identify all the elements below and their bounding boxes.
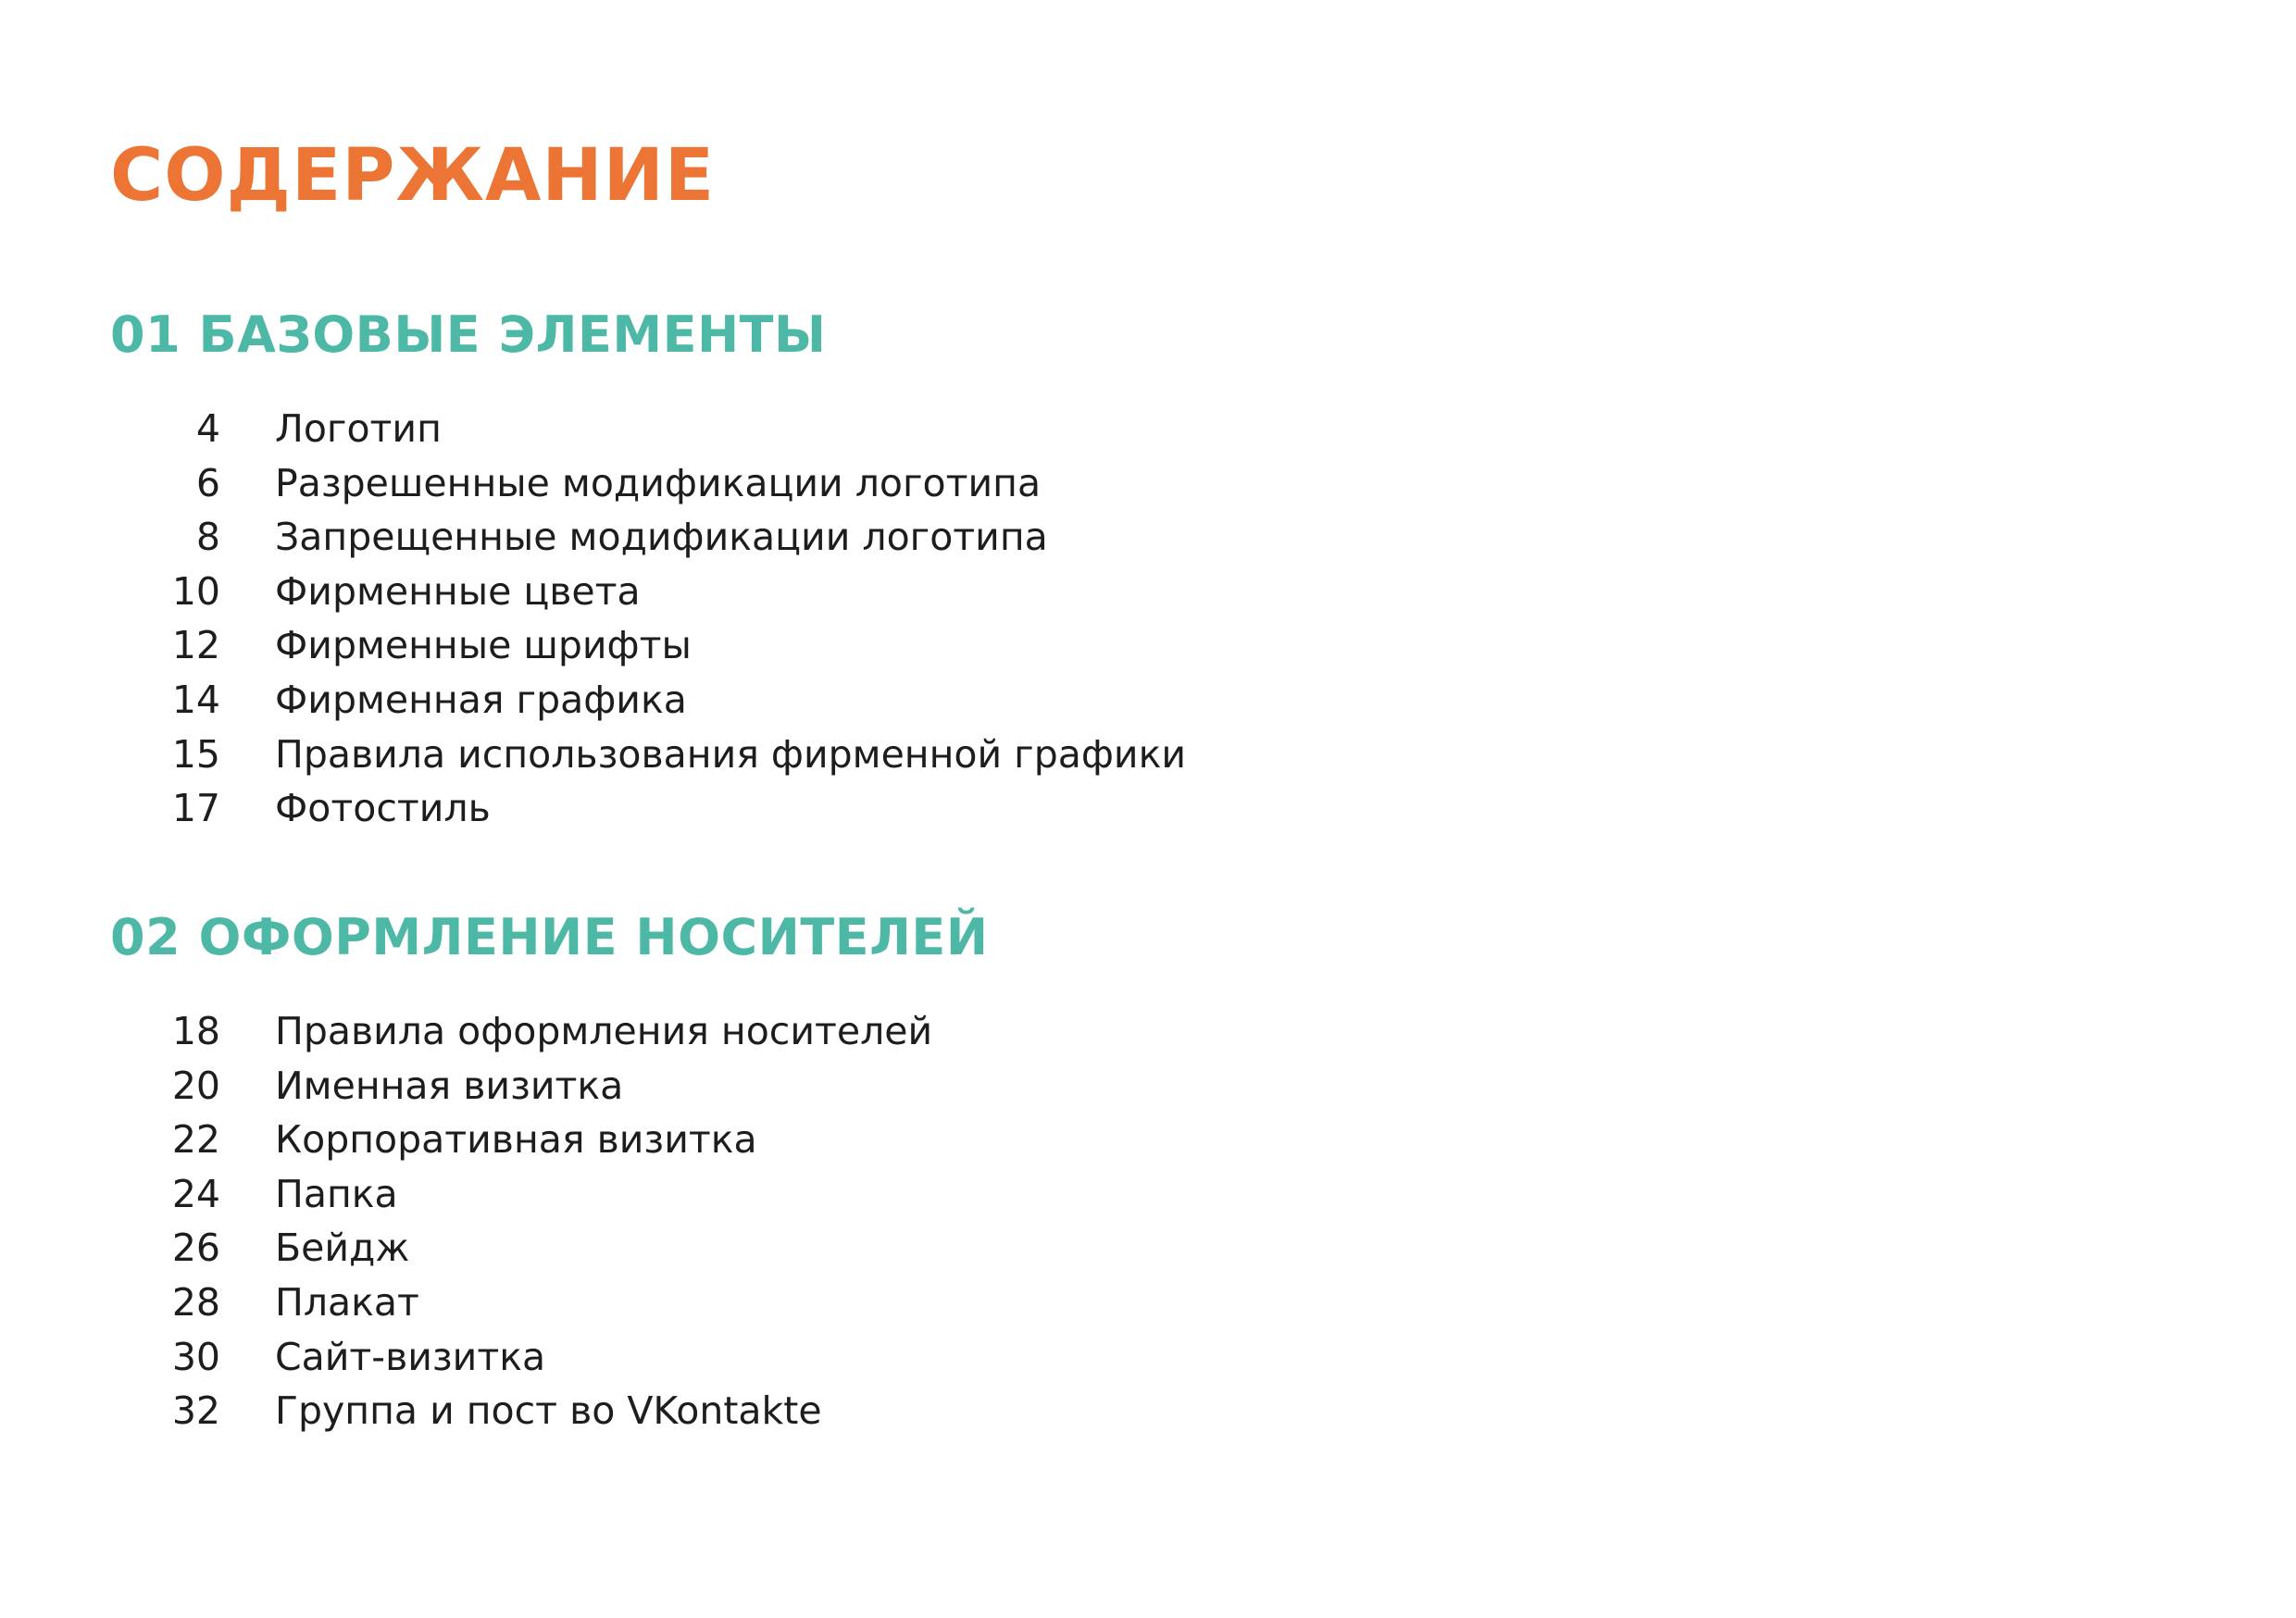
toc-entry[interactable]	[0, 618, 1389, 673]
toc-page-number: 24	[171, 1171, 220, 1216]
toc-page-number: 6	[195, 460, 220, 505]
toc-entry-label: Плакат	[275, 1279, 419, 1325]
toc-entry-label: Запрещенные модификации логотипа	[275, 515, 1048, 560]
toc-list-base-elements	[0, 402, 1389, 836]
section-heading-media-design: 02 ОФОРМЛЕНИЕ НОСИТЕЛЕЙ	[110, 908, 989, 966]
toc-entry[interactable]	[0, 728, 1389, 782]
toc-entry[interactable]	[0, 781, 1389, 836]
toc-entry-label: Разрешенные модификации логотипа	[275, 460, 1042, 505]
toc-entry[interactable]	[0, 1167, 1389, 1222]
toc-entry-label: Папка	[275, 1171, 398, 1216]
toc-entry-label: Фотостиль	[275, 786, 491, 831]
toc-entry[interactable]	[0, 1221, 1389, 1276]
section-heading-base-elements: 01 БАЗОВЫЕ ЭЛЕМЕНТЫ	[110, 305, 827, 364]
toc-entry-label: Правила использования фирменной графики	[275, 731, 1186, 777]
toc-entry-label: Сайт-визитка	[275, 1334, 546, 1379]
toc-entry-label: Фирменные шрифты	[275, 623, 692, 668]
toc-entry[interactable]	[0, 402, 1389, 456]
toc-entry[interactable]	[0, 1276, 1389, 1330]
toc-entry[interactable]	[0, 1004, 1389, 1059]
toc-entry[interactable]	[0, 510, 1389, 565]
toc-entry-label: Именная визитка	[275, 1063, 624, 1108]
toc-entry[interactable]	[0, 456, 1389, 511]
toc-page-number: 32	[171, 1388, 220, 1434]
toc-entry-label: Логотип	[275, 406, 442, 451]
toc-page-number: 15	[171, 731, 220, 777]
toc-page-number: 4	[195, 406, 220, 451]
toc-entry-label: Группа и пост во VKontakte	[275, 1388, 822, 1434]
toc-page-number: 20	[171, 1063, 220, 1108]
toc-entry[interactable]	[0, 565, 1389, 619]
toc-entry-label: Корпоративная визитка	[275, 1117, 757, 1163]
toc-entry-label: Фирменная графика	[275, 677, 687, 722]
toc-page-number: 26	[171, 1226, 220, 1271]
toc-entry[interactable]	[0, 1384, 1389, 1438]
toc-entry[interactable]	[0, 1330, 1389, 1385]
toc-page-number: 17	[171, 786, 220, 831]
toc-list-media-design	[0, 1004, 1389, 1438]
toc-page-number: 28	[171, 1279, 220, 1325]
toc-entry[interactable]	[0, 1113, 1389, 1167]
toc-entry[interactable]	[0, 1059, 1389, 1114]
page-title: СОДЕРЖАНИЕ	[110, 134, 716, 218]
toc-page-number: 22	[171, 1117, 220, 1163]
toc-page-number: 30	[171, 1334, 220, 1379]
toc-page-number: 14	[171, 677, 220, 722]
toc-page-number: 18	[171, 1009, 220, 1053]
toc-page-number: 10	[171, 568, 220, 614]
toc-entry[interactable]	[0, 673, 1389, 728]
toc-entry-label: Бейдж	[275, 1226, 410, 1271]
toc-entry-label: Правила оформления носителей	[275, 1009, 933, 1053]
toc-page-number: 12	[171, 623, 220, 668]
toc-entry-label: Фирменные цвета	[275, 568, 641, 614]
toc-page-number: 8	[195, 515, 220, 560]
